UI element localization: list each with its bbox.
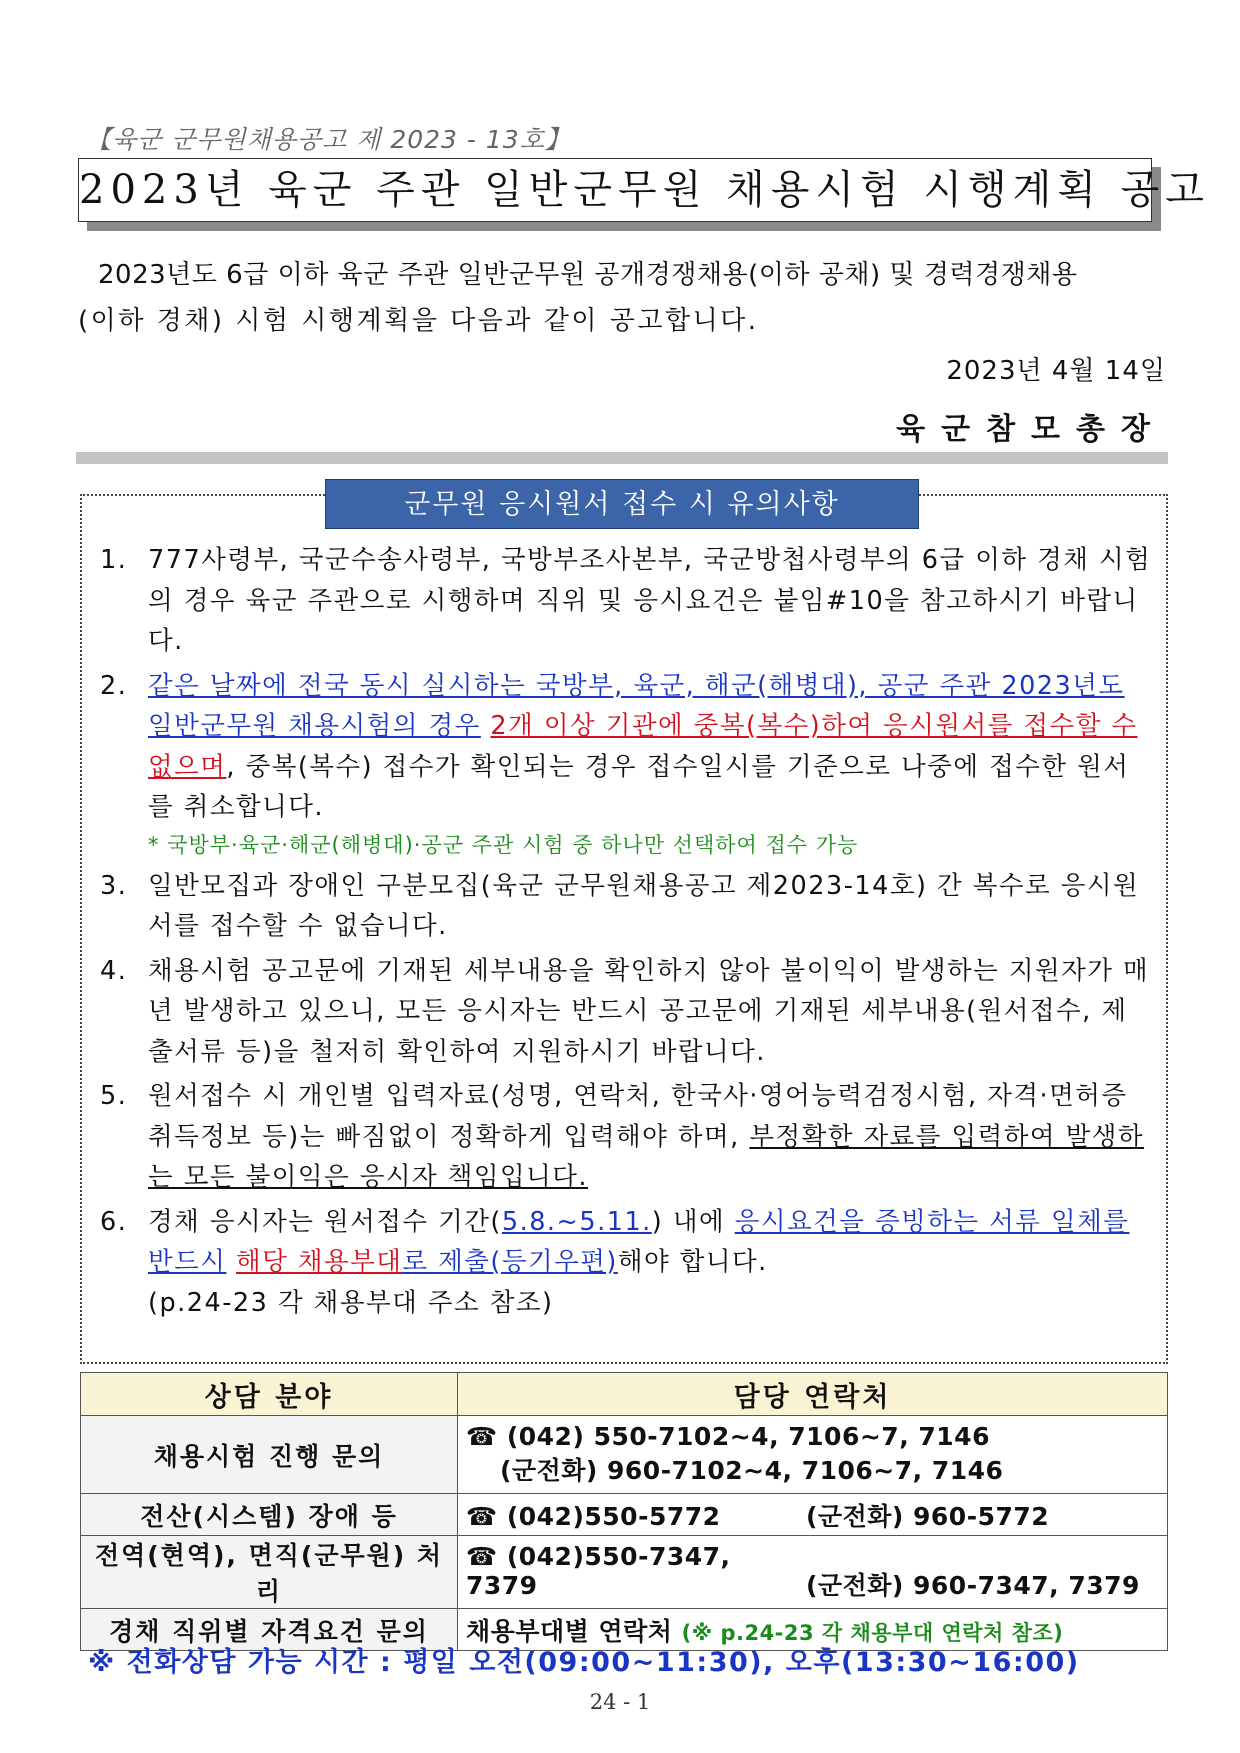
- notice-items: [100, 540, 1152, 1327]
- item-text-red: 2개 이상 기관에 중복(복수)하여 응시원서를 접수할 수 없으며: [148, 711, 1138, 782]
- contact-military-phone: (군전화) 960-7102~4, 7106~7, 7146: [500, 1456, 1004, 1485]
- item-text: 채용시험 공고문에 기재된 세부내용을 확인하지 않아 불이익이 발생하는 지원자가 매년 발생하고 있으니, 모든 응시자는 반드시 공고문에 기재된 세부내용(원서접수, 제출서류 등)을 철저히 확인하여 지원하시기 바랍니다.: [148, 955, 1150, 1067]
- contact-text: 채용부대별 연락처: [466, 1616, 673, 1646]
- contact-phone: ☎ (042)550-5772: [466, 1501, 721, 1531]
- page-number: 24 - 1: [589, 1690, 651, 1714]
- table-row: [81, 1536, 1168, 1609]
- item-number: 6.: [100, 1206, 128, 1237]
- contact-category: 채용시험 진행 문의: [81, 1416, 458, 1494]
- contact-value: [458, 1536, 1168, 1609]
- title-box: [78, 158, 1210, 222]
- issuer: 육군참모총장: [896, 412, 1166, 447]
- contact-military-phone: (군전화) 960-7347, 7379: [806, 1571, 1140, 1600]
- announcement-code: 【육군 군무원채용공고 제 2023 - 13호】: [86, 125, 571, 154]
- item-period: 5.8.~5.11.: [501, 1206, 652, 1237]
- item-text: , 중복(복수) 접수가 확인되는 경우 접수일시를 기준으로 나중에 접수한 원서를 취소합니다.: [148, 751, 1130, 822]
- item-number: 2.: [100, 670, 128, 701]
- item-text: 원서접수 시 개인별 입력자료(성명, 연락처, 한국사·영어능력검정시험, 자격·면허증 취득정보 등)는 빠짐없이 정확하게 입력해야 하며,: [148, 1081, 1128, 1152]
- contact-value: [458, 1494, 1168, 1536]
- item-reference: (p.24-23 각 채용부대 주소 참조): [148, 1287, 554, 1318]
- notice-item-1: [100, 540, 1152, 662]
- contact-category: 전산(시스템) 장애 등: [81, 1494, 458, 1536]
- intro-line-2: (이하 경채) 시험 시행계획을 다음과 같이 공고합니다.: [78, 306, 759, 336]
- item-note: * 국방부·육군·해군(해병대)·공군 주관 시험 중 하나만 선택하여 접수 가능: [148, 832, 859, 857]
- table-header-row: [81, 1373, 1168, 1416]
- notice-item-2: [100, 666, 1152, 862]
- divider-bar: [76, 452, 1168, 464]
- item-text: 일반모집과 장애인 구분모집(육군 군무원채용공고 제2023-14호) 간 복수로 응시원서를 접수할 수 없습니다.: [148, 870, 1140, 941]
- notice-item-6: [100, 1202, 1152, 1324]
- contact-category: 전역(현역), 면직(군무원) 처리: [81, 1536, 458, 1609]
- contacts-table: [80, 1372, 1168, 1651]
- table-header-category: 상담 분야: [81, 1373, 458, 1416]
- notice-item-3: [100, 866, 1152, 947]
- table-header-contact: 담당 연락처: [458, 1373, 1168, 1416]
- notice-item-5: [100, 1076, 1152, 1198]
- announcement-date: 2023년 4월 14일: [946, 356, 1166, 386]
- item-text: 해야 합니다.: [617, 1247, 768, 1277]
- contact-value: [458, 1416, 1168, 1494]
- call-hours: ※ 전화상담 가능 시간 : 평일 오전(09:00~11:30), 오후(13:30~16:00): [88, 1647, 1080, 1678]
- table-row: [81, 1416, 1168, 1494]
- item-number: 1.: [100, 545, 128, 575]
- intro-paragraph: [78, 252, 1170, 344]
- page-title: 2023년 육군 주관 일반군무원 채용시험 시행계획 공고: [79, 167, 1210, 213]
- item-text-blue: 응시요건을 증빙하는 서류 일체를 반드시: [148, 1206, 1130, 1277]
- notice-item-4: [100, 951, 1152, 1073]
- contact-phone: ☎ (042)550-7347, 7379: [466, 1542, 731, 1600]
- table-row: [81, 1494, 1168, 1536]
- item-text-underlined: 부정확한 자료를 입력하여 발생하는 모든 불이익은 응시자 책임입니다.: [148, 1121, 1145, 1192]
- item-text-red: 해당 채용부대: [236, 1247, 403, 1277]
- notice-title: 군무원 응시원서 접수 시 유의사항: [325, 479, 919, 529]
- item-text: 777사령부, 국군수송사령부, 국방부조사본부, 국군방첩사령부의 6급 이하 경채 시험의 경우 육군 주관으로 시행하며 직위 및 응시요건은 붙임#10을 참고하시기 바랍니다.: [148, 545, 1152, 656]
- item-number: 4.: [100, 955, 128, 986]
- contact-category: 경채 직위별 자격요건 문의: [81, 1609, 458, 1651]
- item-number: 5.: [100, 1081, 128, 1111]
- contact-phone: ☎ (042) 550-7102~4, 7106~7, 7146: [466, 1422, 990, 1451]
- item-text: 경채 응시자는 원서접수 기간(: [148, 1206, 502, 1237]
- contact-reference: (※ p.24-23 각 채용부대 연락처 참조): [681, 1620, 1064, 1645]
- item-text: ) 내에: [651, 1206, 735, 1237]
- intro-line-1: 2023년도 6급 이하 육군 주관 일반군무원 공개경쟁채용(이하 공채) 및 경력경쟁채용: [98, 260, 1078, 290]
- item-text-blue: 같은 날짜에 전국 동시 실시하는 국방부, 육군, 해군(해병대), 공군 주관 2023년도 일반군무원 채용시험의 경우: [148, 670, 1125, 741]
- item-text-blue: 로 제출(등기우편): [402, 1247, 618, 1277]
- item-number: 3.: [100, 870, 128, 901]
- contact-military-phone: (군전화) 960-5772: [806, 1501, 1050, 1531]
